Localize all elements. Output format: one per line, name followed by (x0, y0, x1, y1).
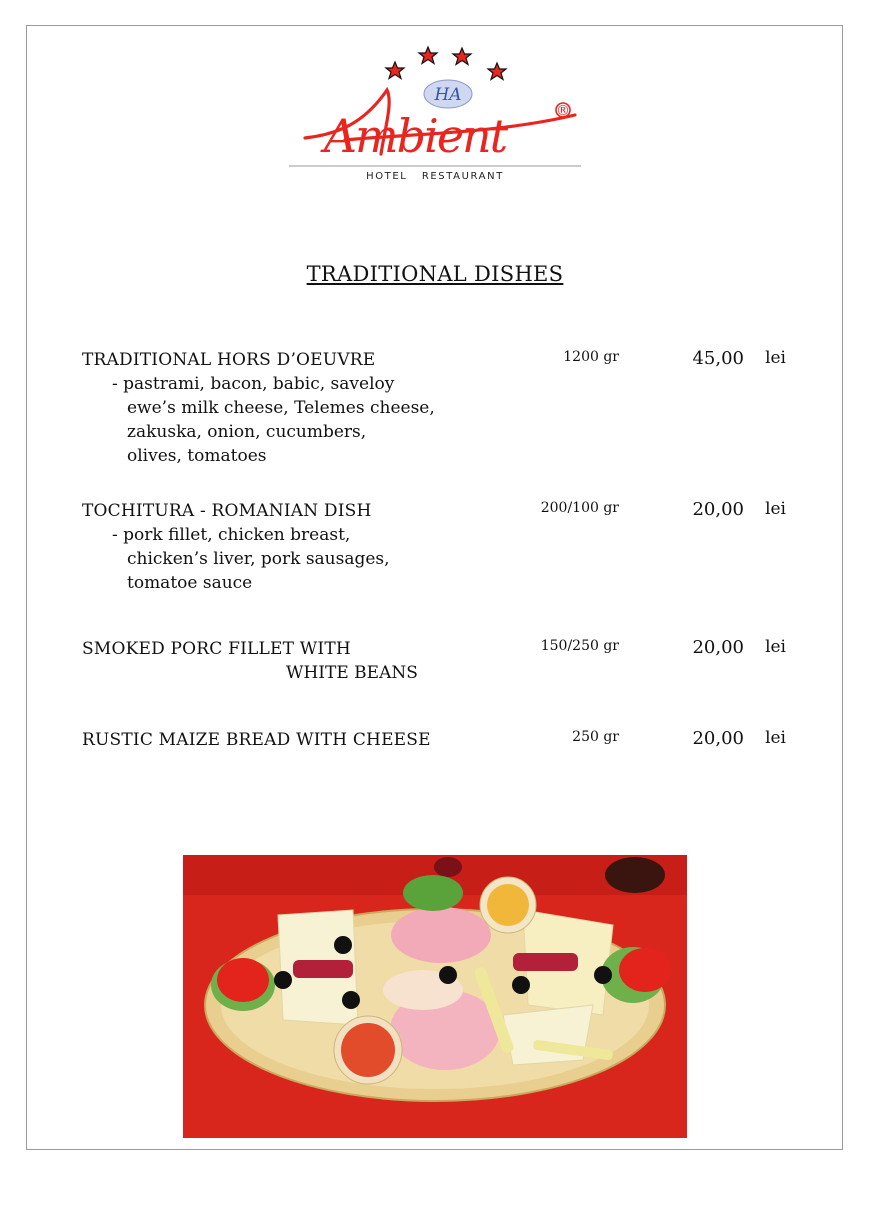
menu-item (82, 637, 792, 685)
platter-photo (183, 855, 687, 1138)
registered-symbol: ® (556, 103, 570, 119)
logo-subtitle: HOTEL RESTAURANT (366, 171, 504, 182)
dish-name: TRADITIONAL HORS D’OEUVRE (82, 350, 376, 370)
dish-name: SMOKED PORC FILLET WITH (82, 639, 351, 659)
dish-price: 20,00 (692, 499, 744, 520)
dish-weight: 250 gr (572, 729, 619, 745)
monogram-text: HA (434, 85, 462, 105)
star-icon (419, 47, 437, 64)
dish-name: RUSTIC MAIZE BREAD WITH CHEESE (82, 730, 431, 750)
dish-description (82, 372, 792, 468)
dish-description-line: chicken’s liver, pork sausages, (127, 549, 390, 569)
dish-name-continued: WHITE BEANS (286, 663, 418, 683)
dish-weight: 1200 gr (563, 349, 619, 365)
dish-price: 20,00 (692, 637, 744, 658)
currency-label: lei (765, 728, 786, 748)
menu-item (82, 348, 792, 468)
page-title: TRADITIONAL DISHES (306, 262, 564, 286)
dish-price: 45,00 (692, 348, 744, 369)
dish-name: TOCHITURA - ROMANIAN DISH (82, 501, 372, 521)
menu-item (82, 728, 792, 752)
dish-weight: 150/250 gr (540, 638, 619, 654)
dish-description-line: ewe’s milk cheese, Telemes cheese, (127, 398, 435, 418)
star-icon (488, 63, 506, 80)
star-icon (386, 62, 404, 79)
dish-weight: 200/100 gr (540, 500, 619, 516)
currency-label: lei (765, 499, 786, 519)
currency-label: lei (765, 637, 786, 657)
dish-description (82, 523, 792, 595)
dish-description-line: - pastrami, bacon, babic, saveloy (112, 374, 395, 394)
logo-script-text: Ambient (323, 109, 507, 163)
menu-item (82, 499, 792, 595)
hotel-logo (285, 42, 585, 190)
dish-description-line: olives, tomatoes (127, 446, 267, 466)
dish-description-line: zakuska, onion, cucumbers, (127, 422, 367, 442)
dish-description-line: - pork fillet, chicken breast, (112, 525, 351, 545)
star-icon (453, 48, 471, 65)
dish-price: 20,00 (692, 728, 744, 749)
dish-description-line: tomatoe sauce (127, 573, 253, 593)
currency-label: lei (765, 348, 786, 368)
